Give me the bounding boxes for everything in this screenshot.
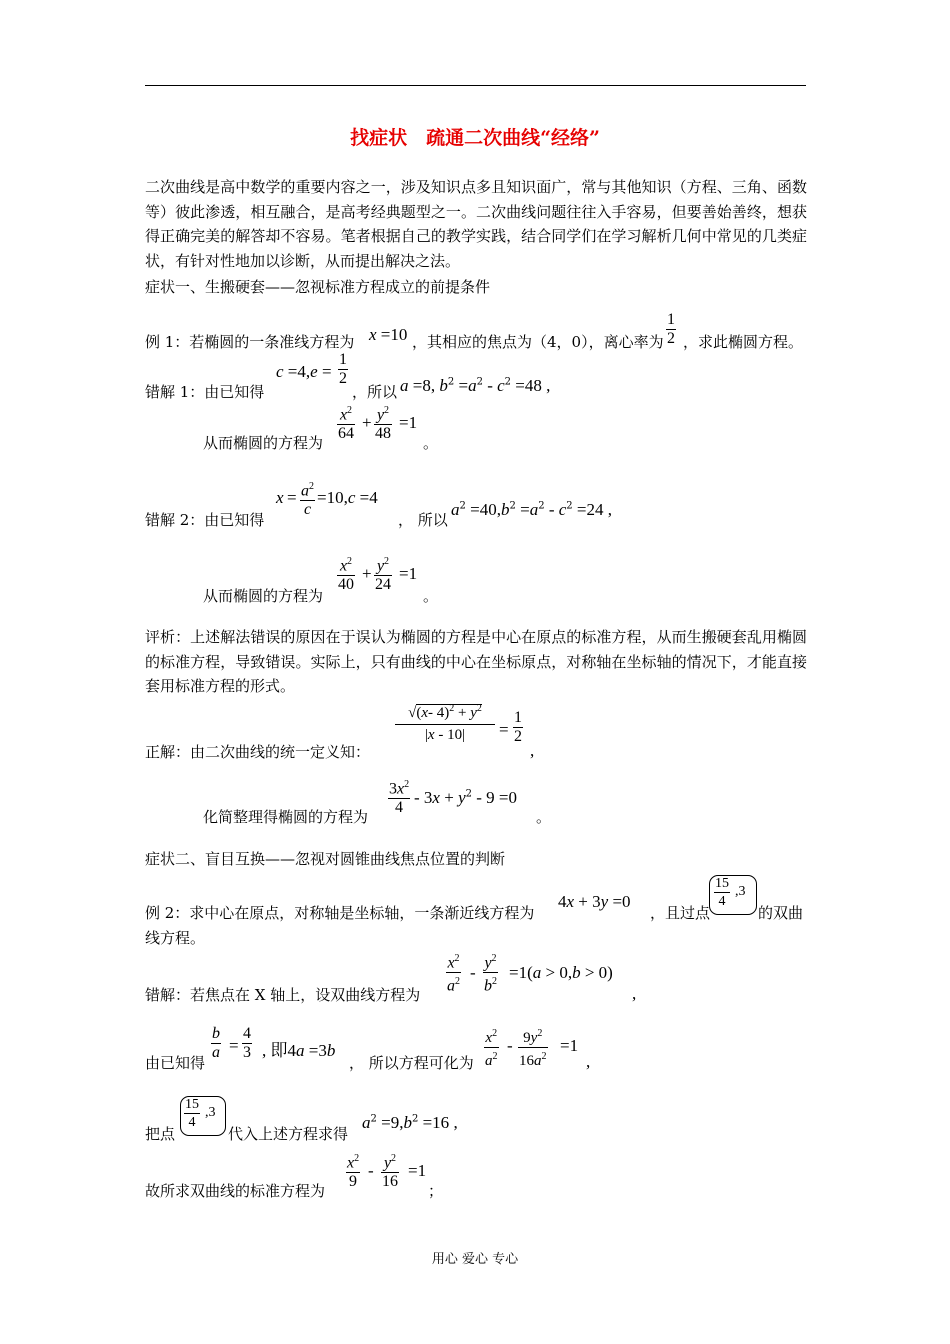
three-x2-over-4: $\frac{3x^2}{4}$ bbox=[389, 779, 410, 817]
s2-known-label: 由已知得 bbox=[145, 1054, 206, 1072]
comma: , bbox=[586, 1052, 591, 1071]
fifteen-fourths: $\frac{15}{4}$ bbox=[715, 876, 729, 909]
intro-paragraph: 二次曲线是高中数学的重要内容之一，涉及知识点多且知识面广，常与其他知识（方程、三角、函数等）彼此渗透，相互融合，是高考经典题型之一。二次曲线问题往往入手容易，但要善始善终，想获得正确完美的解答却不容易。笔者根据自己的教学实践，结合同学们在学习解析几何中常见的几类症状，有针对性地加以诊断，从而提出解决之法。 bbox=[145, 178, 807, 270]
comment-paragraph: 评析：上述解法错误的原因在于误认为椭圆的方程是中心在原点的标准方程，从而生搬硬套乱用椭圆的标准方程，导致错误。实际上，只有曲线的中心在坐标原点，对称轴在坐标轴的情况下，才能直接套用标准方程的形式。 bbox=[145, 628, 807, 695]
s2-so-label: ， 所以方程可化为 bbox=[349, 1054, 474, 1072]
x-var: x bbox=[276, 488, 284, 507]
example2-text-d: 线方程。 bbox=[145, 929, 206, 947]
wrong1-result-label: 从而椭圆的方程为 bbox=[203, 434, 324, 452]
wrong1-x-fraction: $\frac{x^2}{64}$ bbox=[338, 405, 354, 443]
y2-over-16: $\frac{y^2}{16}$ bbox=[382, 1153, 398, 1191]
fifteen-fourths: $\frac{15}{4}$ bbox=[185, 1097, 199, 1130]
page-footer: 用心 爱心 专心 bbox=[431, 1252, 519, 1267]
x2-over-9: $\frac{x^2}{9}$ bbox=[347, 1153, 360, 1191]
x2-over-a2-2: $\frac{x^2}{a^2}$ bbox=[485, 1028, 498, 1069]
example1-text-a: 例 1：若椭圆的一条准线方程为 bbox=[145, 333, 355, 351]
period: 。 bbox=[536, 808, 552, 826]
a2-over-c-fraction: $\frac{a^2}{c}$ bbox=[301, 481, 314, 519]
s2-sub-label-a: 把点 bbox=[145, 1125, 176, 1143]
definition-fraction: √(x- $4)^2 + y^2$ |x - 10| bbox=[395, 703, 495, 744]
x2-over-a2: $\frac{x^2}{a^2}$ bbox=[447, 953, 460, 995]
point-y: ,3 bbox=[735, 884, 746, 899]
equals-one: =1 bbox=[399, 564, 418, 583]
four-thirds: $\frac{4}{3}$ bbox=[243, 1025, 251, 1061]
example2-text-a: 例 2：求中心在原点，对称轴是坐标轴，一条渐近线方程为 bbox=[145, 904, 535, 922]
hyperbola-condition: =1(a > 0,b > 0) bbox=[509, 963, 613, 982]
s2-wrong-label: 错解：若焦点在 X 轴上，设双曲线方程为 bbox=[145, 986, 421, 1004]
wrong1-given: c =4,e = bbox=[276, 362, 332, 381]
wrong1-label: 错解 1：由已知得 bbox=[145, 383, 265, 401]
wrong1-y-fraction: $\frac{y^2}{48}$ bbox=[375, 405, 391, 443]
eccentricity-fraction: $\frac{1}{2}$ bbox=[667, 311, 675, 347]
plus-sign: + bbox=[362, 564, 372, 583]
e-half-fraction: $\frac{1}{2}$ bbox=[339, 351, 347, 387]
s2-result-label: 故所求双曲线的标准方程为 bbox=[145, 1182, 326, 1200]
ratio-equation: , 即4a =3b bbox=[262, 1041, 336, 1060]
wrong2-given: =10,c =4 bbox=[317, 488, 378, 507]
equals-sign: = bbox=[499, 720, 509, 739]
y2-over-b2: $\frac{y^2}{b^2}$ bbox=[484, 953, 497, 995]
example1-directrix-formula: x =10 bbox=[369, 325, 408, 344]
minus-sign: - bbox=[470, 963, 476, 982]
example2-text-b: ，且过点 bbox=[650, 904, 711, 922]
correct-label: 正解：由二次曲线的统一定义知： bbox=[145, 743, 371, 761]
equals-sign: = bbox=[287, 488, 297, 507]
header-rule bbox=[145, 85, 806, 86]
example2-text-c: 的双曲 bbox=[758, 904, 804, 922]
semicolon: ； bbox=[428, 1182, 444, 1200]
wrong2-so: ， 所以 bbox=[398, 511, 448, 529]
page-title: 找症状 疏通二次曲线“经络” bbox=[350, 127, 600, 149]
wrong2-values: $a^2 =40,b^2 =a^2 - c^2 =24$ , bbox=[451, 500, 612, 519]
equals-one: =1 bbox=[399, 413, 418, 432]
example1-text-c: ，求此椭圆方程。 bbox=[683, 333, 804, 351]
plus-sign: + bbox=[362, 413, 372, 432]
equals-one: =1 bbox=[408, 1161, 427, 1180]
wrong2-label: 错解 2：由已知得 bbox=[145, 511, 265, 529]
period: 。 bbox=[423, 434, 439, 452]
s2-sub-label-b: 代入上述方程求得 bbox=[228, 1125, 349, 1143]
minus-sign: - bbox=[507, 1036, 513, 1055]
comma: , bbox=[632, 984, 637, 1003]
wrong1-so: ，所以 bbox=[352, 383, 398, 401]
wrong2-y-fraction: $\frac{y^2}{24}$ bbox=[375, 556, 391, 594]
example1-text-b: ，其相应的焦点为（4，0），离心率为 bbox=[412, 333, 664, 351]
wrong1-values: a =8, $b^2 =a^2 - c^2 =48$ , bbox=[400, 376, 551, 395]
period: 。 bbox=[423, 587, 439, 605]
minus-sign: - bbox=[368, 1161, 374, 1180]
correct-equation: - $3x + y^2 - 9 =0$ bbox=[414, 788, 517, 807]
section2-heading: 症状二、盲目互换——忽视对圆锥曲线焦点位置的判断 bbox=[145, 850, 506, 868]
wrong2-x-fraction: $\frac{x^2}{40}$ bbox=[338, 556, 354, 594]
asymptote-equation: 4x + 3y =0 bbox=[558, 892, 631, 911]
comma: , bbox=[530, 741, 535, 760]
wrong2-result-label: 从而椭圆的方程为 bbox=[203, 587, 324, 605]
correct-result-label: 化简整理得椭圆的方程为 bbox=[203, 808, 369, 826]
half-fraction: $\frac{1}{2}$ bbox=[514, 709, 522, 745]
solved-values: $a^2 =9,b^2 =16$ , bbox=[362, 1113, 458, 1132]
point-y: ,3 bbox=[205, 1105, 216, 1120]
equals-one: =1 bbox=[560, 1036, 579, 1055]
section1-heading: 症状一、生搬硬套——忽视标准方程成立的前提条件 bbox=[145, 278, 491, 296]
9y2-over-16a2: $\frac{9y^2}{16a^2}$ bbox=[519, 1028, 547, 1069]
b-over-a: $\frac{b}{a}$ bbox=[212, 1025, 220, 1061]
equals-sign: = bbox=[229, 1036, 239, 1055]
